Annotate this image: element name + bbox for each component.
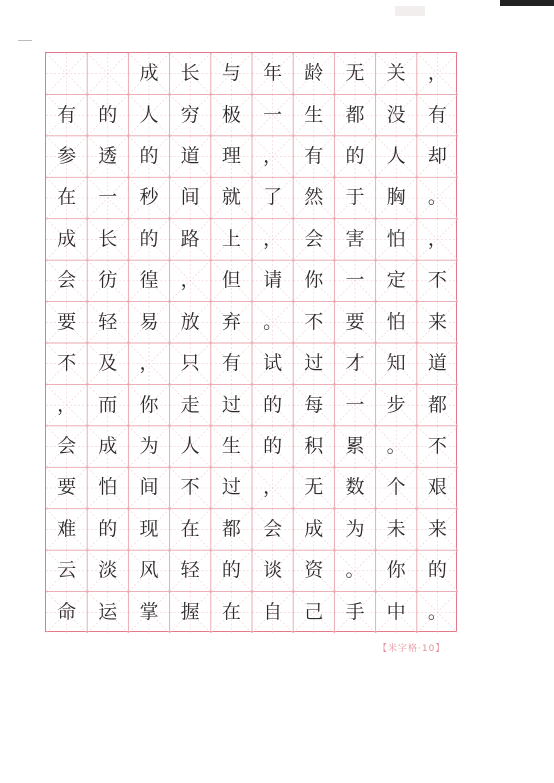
grid-character: 怕 <box>386 227 406 250</box>
grid-character: 彷 <box>98 269 118 292</box>
grid-character: 积 <box>304 435 324 458</box>
grid-character: 却 <box>427 145 447 168</box>
grid-character: 透 <box>98 145 118 168</box>
grid-character: 都 <box>221 517 241 540</box>
grid-character: ， <box>263 476 283 499</box>
grid-character: 都 <box>427 393 447 416</box>
grid-character: ， <box>139 352 159 375</box>
grid-character: 放 <box>180 310 200 333</box>
grid-character: 。 <box>263 310 283 333</box>
grid-character: ， <box>263 227 283 250</box>
grid-character: 艰 <box>427 476 447 499</box>
grid-character: 成 <box>98 435 118 458</box>
grid-character: 谈 <box>263 559 283 582</box>
grid-character: 一 <box>345 269 365 292</box>
grid-character: 握 <box>180 600 200 623</box>
grid-character: 就 <box>221 186 241 209</box>
grid-character: 定 <box>386 269 406 292</box>
grid-character: 长 <box>180 62 200 85</box>
grid-character: 害 <box>345 227 365 250</box>
grid-character: 一 <box>98 186 118 209</box>
grid-character: 一 <box>263 103 283 126</box>
grid-character: 与 <box>221 62 241 85</box>
grid-character: 无 <box>304 476 324 499</box>
grid-character: 来 <box>427 310 447 333</box>
grid-character: 的 <box>345 145 365 168</box>
grid-character: 的 <box>98 517 118 540</box>
grid-character: 但 <box>221 269 241 292</box>
grid-character: 穷 <box>180 103 200 126</box>
grid-character: 长 <box>98 227 118 250</box>
grid-character: ， <box>427 227 447 250</box>
grid-character: 会 <box>304 227 324 250</box>
grid-character: 自 <box>263 600 283 623</box>
grid-character: 的 <box>139 227 159 250</box>
footer-label: 【米字格·10】 <box>378 644 446 654</box>
grid-character: 个 <box>386 476 406 499</box>
grid-character: 累 <box>345 435 365 458</box>
grid-character: 会 <box>263 517 283 540</box>
grid-character: 你 <box>386 559 406 582</box>
grid-character: 上 <box>221 227 241 250</box>
grid-character: 人 <box>180 435 200 458</box>
grid-character: 。 <box>386 435 406 458</box>
grid-character: 你 <box>304 269 324 292</box>
margin-tick <box>18 40 32 41</box>
grid-character: 不 <box>57 352 77 375</box>
grid-character: 会 <box>57 435 77 458</box>
grid-character: 只 <box>180 352 200 375</box>
grid-character: 间 <box>139 476 159 499</box>
grid-character: 有 <box>57 103 77 126</box>
grid-character: 的 <box>221 559 241 582</box>
grid-character: 成 <box>139 62 159 85</box>
grid-character: 的 <box>98 103 118 126</box>
grid-character: 怕 <box>98 476 118 499</box>
grid-character: 的 <box>263 393 283 416</box>
grid-character: 于 <box>345 186 365 209</box>
grid-character: 路 <box>180 227 200 250</box>
grid-character: 未 <box>386 517 406 540</box>
grid-character: 不 <box>304 310 324 333</box>
grid-character: 中 <box>386 600 406 623</box>
grid-character: 在 <box>180 517 200 540</box>
grid-character: 生 <box>304 103 324 126</box>
grid-character: 胸 <box>386 186 406 209</box>
grid-character: 步 <box>386 393 406 416</box>
grid-character: 现 <box>139 517 159 540</box>
grid-character: 有 <box>304 145 324 168</box>
grid-character: 在 <box>221 600 241 623</box>
grid-character: 过 <box>221 393 241 416</box>
grid-character: 秒 <box>139 186 159 209</box>
grid-character: 龄 <box>304 62 324 85</box>
grid-character: 有 <box>427 103 447 126</box>
grid-character: 命 <box>57 600 77 623</box>
grid-character: 运 <box>98 600 118 623</box>
grid-character: 有 <box>221 352 241 375</box>
grid-character: 道 <box>427 352 447 375</box>
grid-character: 难 <box>57 517 77 540</box>
grid-character: 要 <box>345 310 365 333</box>
grid-character: 都 <box>345 103 365 126</box>
grid-character: 然 <box>304 186 324 209</box>
grid-character: 而 <box>98 393 118 416</box>
grid-character: 不 <box>180 476 200 499</box>
grid-character: 的 <box>139 145 159 168</box>
grid-character: 生 <box>221 435 241 458</box>
grid-character: 年 <box>263 62 283 85</box>
grid-character: 参 <box>57 145 77 168</box>
grid-character: 才 <box>345 352 365 375</box>
grid-character: 弃 <box>221 310 241 333</box>
grid-character: 徨 <box>139 269 159 292</box>
grid-character: 道 <box>180 145 200 168</box>
grid-character: 成 <box>304 517 324 540</box>
grid-character: 一 <box>345 393 365 416</box>
grid-character: 你 <box>139 393 159 416</box>
grid-character: 理 <box>221 145 241 168</box>
grid-character: 人 <box>386 145 406 168</box>
grid-character: 人 <box>139 103 159 126</box>
grid-character <box>87 53 128 94</box>
grid-character: 要 <box>57 476 77 499</box>
grid-character: 轻 <box>180 559 200 582</box>
grid-character: 极 <box>221 103 241 126</box>
grid-character: 为 <box>345 517 365 540</box>
grid-character: 过 <box>221 476 241 499</box>
grid-character: 云 <box>57 559 77 582</box>
grid-character: 。 <box>427 600 447 623</box>
grid-character: 过 <box>304 352 324 375</box>
grid-character: 资 <box>304 559 324 582</box>
grid-character: 间 <box>180 186 200 209</box>
grid-character: ， <box>180 269 200 292</box>
grid-character: 在 <box>57 186 77 209</box>
grid-character: 不 <box>427 269 447 292</box>
grid-character: 。 <box>427 186 447 209</box>
grid-character: 易 <box>139 310 159 333</box>
grid-character: 。 <box>345 559 365 582</box>
grid-character: 每 <box>304 393 324 416</box>
grid-character: 没 <box>386 103 406 126</box>
grid-character: 数 <box>345 476 365 499</box>
grid-character <box>46 53 87 94</box>
mi-zi-grid <box>45 52 457 632</box>
grid-character: 的 <box>263 435 283 458</box>
grid-character: ， <box>57 393 77 416</box>
grid-character: 手 <box>345 600 365 623</box>
scan-edge-mark <box>500 0 554 6</box>
grid-character: ， <box>427 62 447 85</box>
grid-character: 的 <box>427 559 447 582</box>
grid-character: 了 <box>263 186 283 209</box>
grid-character: 知 <box>386 352 406 375</box>
grid-character: 怕 <box>386 310 406 333</box>
grid-character: 淡 <box>98 559 118 582</box>
grid-character: 走 <box>180 393 200 416</box>
grid-character: 为 <box>139 435 159 458</box>
grid-character: 要 <box>57 310 77 333</box>
grid-character: 不 <box>427 435 447 458</box>
grid-character: 试 <box>263 352 283 375</box>
grid-character: ， <box>263 145 283 168</box>
grid-character: 成 <box>57 227 77 250</box>
grid-character: 无 <box>345 62 365 85</box>
grid-character: 掌 <box>139 600 159 623</box>
grid-character: 请 <box>263 269 283 292</box>
grid-character: 风 <box>139 559 159 582</box>
grid-character: 来 <box>427 517 447 540</box>
grid-character: 及 <box>98 352 118 375</box>
scan-smudge <box>395 6 425 16</box>
grid-character: 会 <box>57 269 77 292</box>
grid-character: 关 <box>386 62 406 85</box>
grid-character: 轻 <box>98 310 118 333</box>
grid-character: 己 <box>304 600 324 623</box>
